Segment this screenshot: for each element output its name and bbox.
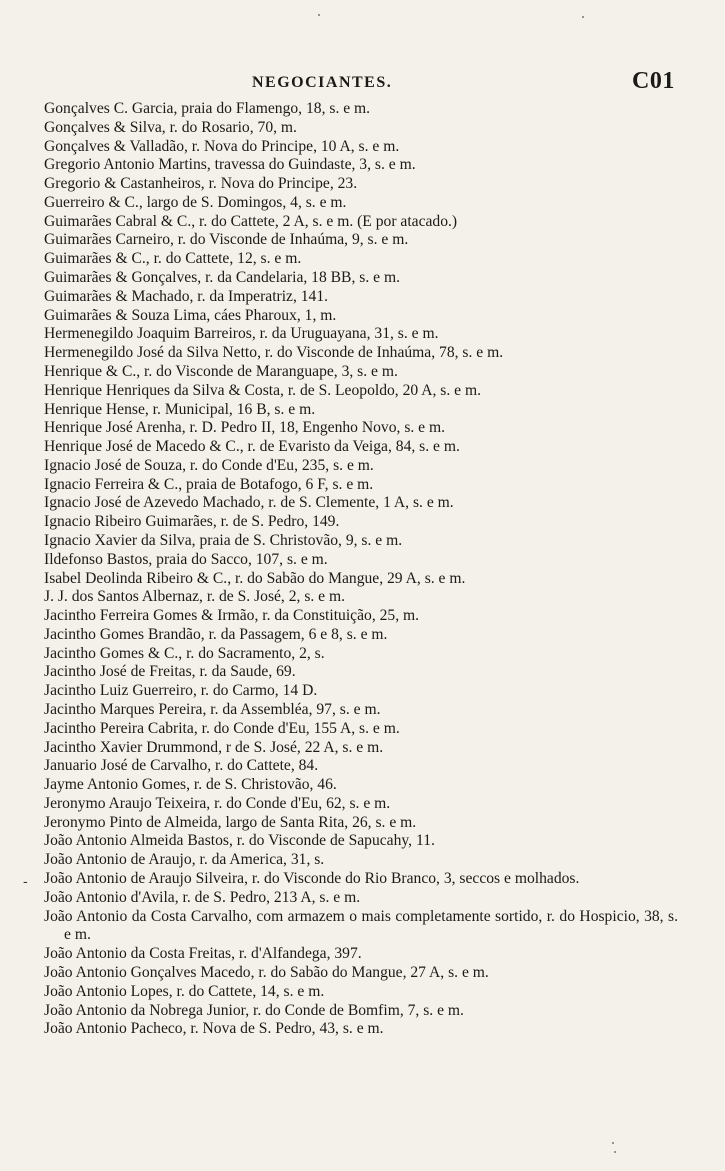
list-item: J. J. dos Santos Albernaz, r. de S. José, 2, s. e m. (44, 588, 346, 606)
list-item: Jacintho Gomes & C., r. do Sacramento, 2, s. (44, 644, 325, 662)
list-item: Ignacio Ribeiro Guimarães, r. de S. Pedro, 149. (44, 513, 340, 531)
list-item: João Antonio da Costa Carvalho, com armazem o mais completamente sortido, r. do Hospicio, 38, s. e m. (44, 907, 678, 944)
list-item: João Antonio de Araujo, r. da America, 31, s. (44, 851, 325, 869)
page-header (0, 68, 725, 98)
list-item: Ignacio Ferreira & C., praia de Botafogo, 6 F, s. e m. (44, 475, 374, 493)
paper-speck (318, 14, 320, 16)
list-item: Henrique José Arenha, r. D. Pedro II, 18, Engenho Novo, s. e m. (44, 419, 446, 437)
list-item: Guimarães & C., r. do Cattete, 12, s. e m. (44, 250, 302, 268)
list-item: Jacintho Ferreira Gomes & Irmão, r. da Constituição, 25, m. (44, 607, 420, 625)
list-item: João Antonio Almeida Bastos, r. do Visconde de Sapucahy, 11. (44, 832, 435, 850)
page-title: NEGOCIANTES. (252, 74, 393, 91)
list-item: Guimarães & Souza Lima, cáes Pharoux, 1, m. (44, 306, 337, 324)
list-item: Jacintho Pereira Cabrita, r. do Conde d'Eu, 155 A, s. e m. (44, 719, 400, 737)
list-item: João Antonio de Araujo Silveira, r. do Visconde do Rio Branco, 3, seccos e molhados. (44, 870, 580, 888)
list-item: Henrique Hense, r. Municipal, 16 B, s. e m. (44, 400, 316, 418)
list-item: Gonçalves & Silva, r. do Rosario, 70, m. (44, 118, 297, 136)
merchant-list (44, 100, 678, 1039)
list-item: Ignacio José de Azevedo Machado, r. de S. Clemente, 1 A, s. e m. (44, 494, 454, 512)
margin-mark: - (23, 874, 28, 890)
list-item: Jacintho Luiz Guerreiro, r. do Carmo, 14 D. (44, 682, 318, 700)
list-item: Guerreiro & C., largo de S. Domingos, 4, s. e m. (44, 193, 347, 211)
list-item: Hermenegildo Joaquim Barreiros, r. da Uruguayana, 31, s. e m. (44, 325, 439, 343)
list-item: Gonçalves C. Garcia, praia do Flamengo, 18, s. e m. (44, 100, 371, 117)
list-item: Guimarães Cabral & C., r. do Cattete, 2 A, s. e m. (E por atacado.) (44, 212, 458, 230)
page-number: C01 (632, 68, 675, 94)
list-item: Hermenegildo José da Silva Netto, r. do Visconde de Inhaúma, 78, s. e m. (44, 344, 504, 362)
list-item: Jeronymo Pinto de Almeida, largo de Santa Rita, 26, s. e m. (44, 813, 417, 831)
list-item: Henrique Henriques da Silva & Costa, r. de S. Leopoldo, 20 A, s. e m. (44, 381, 481, 399)
list-item: Jacintho Marques Pereira, r. da Assembléa, 97, s. e m. (44, 701, 381, 718)
list-item: Jayme Antonio Gomes, r. de S. Christovão, 46. (44, 776, 337, 794)
list-item: João Antonio Pacheco, r. Nova de S. Pedro, 43, s. e m. (44, 1020, 384, 1038)
list-item: Jacintho Gomes Brandão, r. da Passagem, 6 e 8, s. e m. (44, 625, 388, 643)
list-item: Henrique José de Macedo & C., r. de Evaristo da Veiga, 84, s. e m. (44, 438, 460, 456)
list-item: João Antonio da Costa Freitas, r. d'Alfandega, 397. (44, 945, 362, 963)
paper-speck (614, 1151, 616, 1153)
list-item: João Antonio Lopes, r. do Cattete, 14, s. e m. (44, 982, 325, 1000)
list-item: Gregorio & Castanheiros, r. Nova do Principe, 23. (44, 175, 358, 193)
list-item: Jeronymo Araujo Teixeira, r. do Conde d'Eu, 62, s. e m. (44, 794, 391, 812)
paper-speck (612, 1142, 614, 1144)
list-item: Gonçalves & Valladão, r. Nova do Principe, 10 A, s. e m. (44, 137, 400, 155)
paper-speck (582, 16, 584, 18)
list-item: Ildefonso Bastos, praia do Sacco, 107, s. e m. (44, 550, 328, 568)
list-item: Henrique & C., r. do Visconde de Maranguape, 3, s. e m. (44, 362, 398, 380)
list-item: Gregorio Antonio Martins, travessa do Guindaste, 3, s. e m. (44, 156, 416, 174)
list-item: Ignacio José de Souza, r. do Conde d'Eu, 235, s. e m. (44, 456, 374, 474)
list-item: João Antonio d'Avila, r. de S. Pedro, 213 A, s. e m. (44, 888, 361, 906)
list-item: Januario José de Carvalho, r. do Cattete, 84. (44, 757, 319, 775)
list-item: Guimarães Carneiro, r. do Visconde de Inhaúma, 9, s. e m. (44, 231, 409, 249)
list-item: Jacintho Xavier Drummond, r de S. José, 22 A, s. e m. (44, 738, 384, 756)
list-item: Isabel Deolinda Ribeiro & C., r. do Sabão do Mangue, 29 A, s. e m. (44, 569, 466, 587)
list-item: João Antonio da Nobrega Junior, r. do Conde de Bomfim, 7, s. e m. (44, 1001, 464, 1019)
list-item: Guimarães & Machado, r. da Imperatriz, 141. (44, 287, 329, 305)
list-item: Guimarães & Gonçalves, r. da Candelaria, 18 BB, s. e m. (44, 269, 400, 287)
list-item: João Antonio Gonçalves Macedo, r. do Sabão do Mangue, 27 A, s. e m. (44, 963, 489, 981)
list-item: Jacintho José de Freitas, r. da Saude, 69. (44, 663, 296, 681)
list-item: Ignacio Xavier da Silva, praia de S. Christovão, 9, s. e m. (44, 531, 403, 549)
